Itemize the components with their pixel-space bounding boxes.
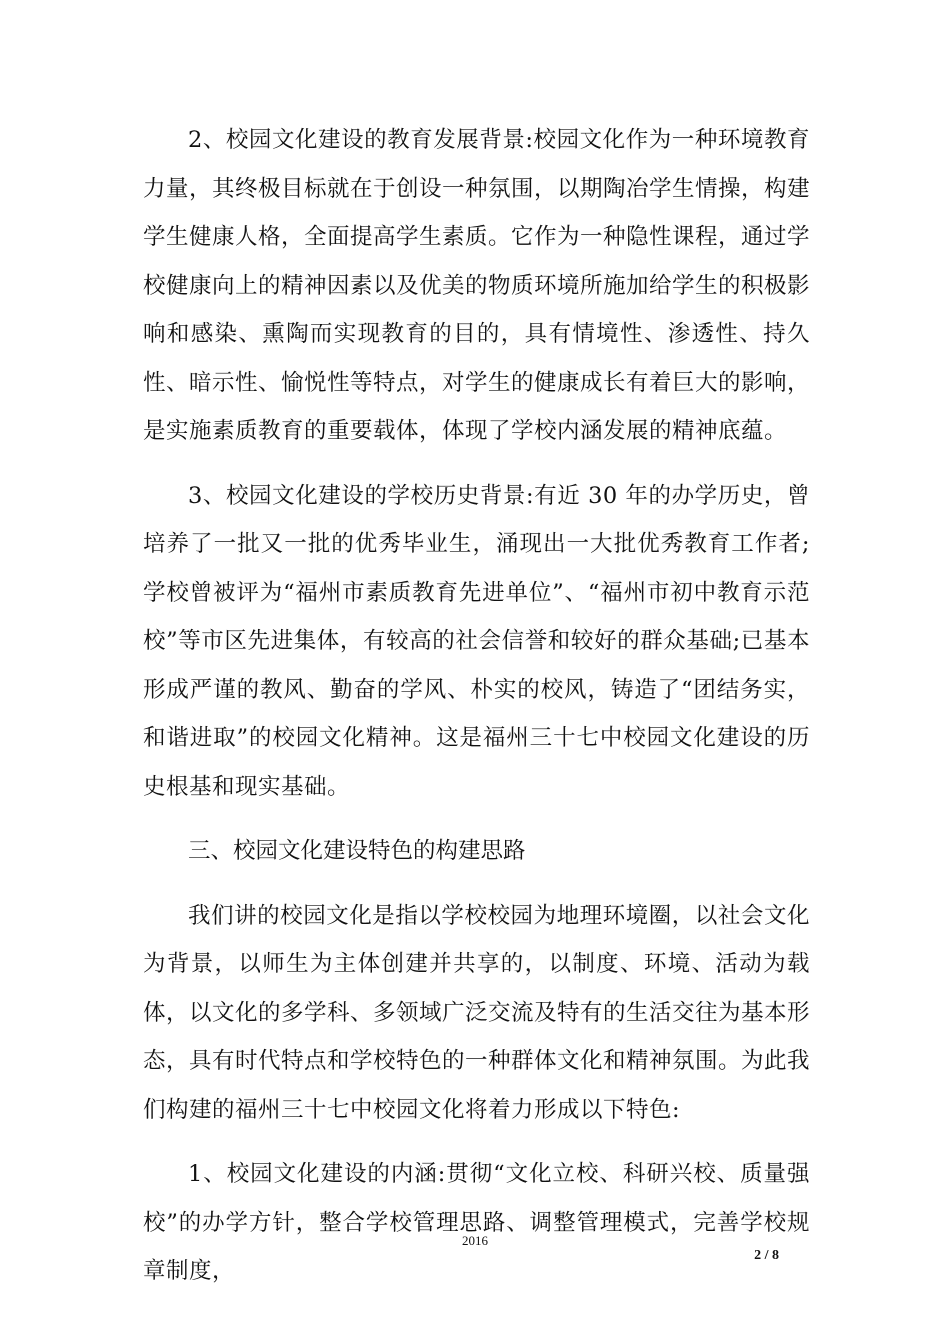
page-number: 2 / 8 [754,1248,779,1263]
paragraph-school-history: 3、校园文化建设的学校历史背景:有近 30 年的办学历史，曾培养了一批又一批的优秀毕业生，涌现出一大批优秀教育工作者;学校曾被评为“福州市素质教育先进单位”、“福州市初中教育示范校”等市区先进集体，有较高的社会信誉和较好的群众基础;已基本形成严谨的教风、勤奋的学风、朴实的校风，铸造了“团结务实，和谐进取”的校园文化精神。这是福州三十七中校园文化建设的历史根基和现实基础。 [143,482,810,800]
paragraph-culture-connotation: 1、校园文化建设的内涵:贯彻“文化立校、科研兴校、质量强校”的办学方针，整合学校管理思路、调整管理模式，完善学校规章制度， [143,1161,810,1284]
paragraph-education-background: 2、校园文化建设的教育发展背景:校园文化作为一种环境教育力量，其终极目标就在于创设一种氛围，以期陶冶学生情操，构建学生健康人格，全面提高学生素质。它作为一种隐性课程，通过学校健康向上的精神因素以及优美的物质环境所施加给学生的积极影响和感染、熏陶而实现教育的目的，具有情境性、渗透性、持久性、暗示性、愉悦性等特点，对学生的健康成长有着巨大的影响，是实施素质教育的重要载体，体现了学校内涵发展的精神底蕴。 [143,127,811,444]
paragraph-campus-culture-definition: 我们讲的校园文化是指以学校校园为地理环境圈，以社会文化为背景，以师生为主体创建并共享的，以制度、环境、活动为载体，以文化的多学科、多领域广泛交流及特有的生活交往为基本形态，具有时代特点和学校特色的一种群体文化和精神氛围。为此我们构建的福州三十七中校园文化将着力形成以下特色: [143,902,811,1123]
footer-year: 2016 [462,1233,488,1248]
document-body [143,116,810,1312]
section-heading: 三、校园文化建设特色的构建思路 [188,838,526,864]
